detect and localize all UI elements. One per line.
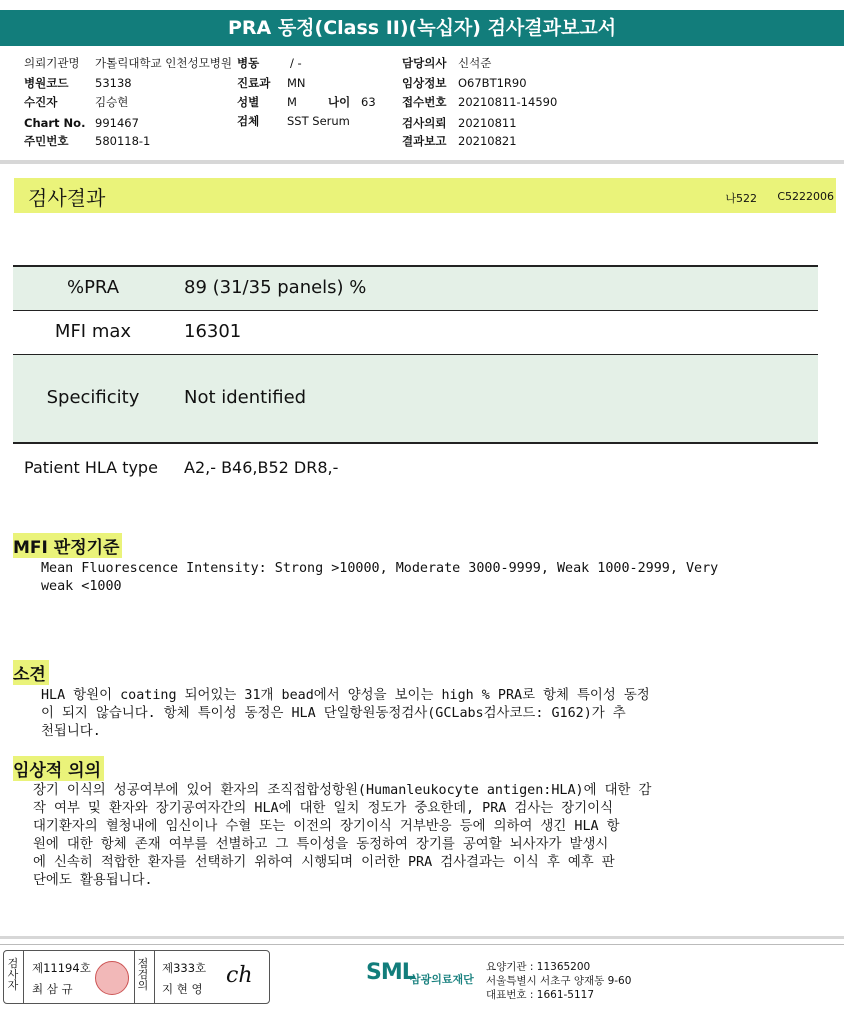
reviewer-label: 점검의 — [137, 957, 149, 992]
org-line-1: 요양기관 : 11365200 — [486, 961, 591, 973]
footer-line — [0, 944, 844, 945]
resident-value: 580118-1 — [95, 134, 151, 148]
name-value: 김승현 — [95, 95, 129, 109]
row-value: Not identified — [184, 387, 307, 408]
signature-image: ch — [226, 963, 253, 988]
results-code-1: 나522 — [725, 192, 757, 205]
receipt-label: 접수번호 — [402, 95, 447, 109]
doctor-label: 담당의사 — [402, 56, 447, 70]
opinion-title: 소견 — [13, 660, 49, 685]
clinical-meaning-text: 장기 이식의 성공여부에 있어 환자의 조직접합성항원(Humanleukocyte antigen:HLA)에 대한 감 작 여부 및 환자와 장기공여자간의 HLA에 대한 일치 정도가 중요한데, PRA 검사는 장기이식 대기환자의 혈청내에 임신이나 수혈 또는 이전의 장기이식 거부반응 등에 의하여 생긴 HLA 항 원에 대한 항체 존재 여부를 선별하고 그 특이성을 동정하여 장기를 공여할 뇌사자가 발생시 에 신속히 적합한 환자를 선택하기 위하여 시행되며 이러한 PRA 검사결과는 이식 후 예후 판 단에도 활용됩니다. — [33, 783, 652, 888]
sex-label: 성별 — [237, 95, 260, 109]
request-label: 검사의뢰 — [402, 116, 447, 130]
tester-name: 최 삼 규 — [32, 982, 73, 996]
hospital-code-label: 병원코드 — [24, 76, 69, 90]
box-divider — [154, 951, 155, 1003]
box-divider — [134, 951, 135, 1003]
age-value: 63 — [361, 95, 376, 109]
org-line-2: 서울특별시 서초구 양재동 9-60 — [486, 975, 632, 987]
hospital-code-value: 53138 — [95, 76, 132, 90]
chart-label: Chart No. — [24, 116, 86, 130]
clinical-label: 임상정보 — [402, 76, 447, 90]
doctor-value: 신석준 — [458, 56, 492, 70]
stamp-seal — [95, 961, 129, 995]
table-row — [13, 444, 818, 492]
dept-value: MN — [287, 76, 306, 90]
sex-value: M — [287, 95, 297, 109]
results-code-2: C5222006 — [777, 190, 834, 203]
institution-label: 의뢰기관명 — [24, 56, 80, 70]
receipt-value: 20210811-14590 — [458, 95, 558, 109]
tester-label: 검사자 — [7, 957, 19, 992]
org-name: 삼광의료재단 — [410, 973, 474, 986]
row-key: %PRA — [66, 277, 120, 298]
box-divider — [23, 951, 24, 1003]
footer-divider — [0, 936, 844, 939]
age-label: 나이 — [328, 95, 351, 109]
specimen-value: SST Serum — [287, 114, 350, 128]
reviewer-name: 지 현 영 — [162, 982, 203, 996]
resident-label: 주민번호 — [24, 134, 69, 148]
tester-number: 제11194호 — [32, 961, 91, 975]
specimen-label: 검체 — [237, 114, 260, 128]
reviewer-number: 제333호 — [162, 961, 207, 975]
mfi-title: MFI 판정기준 — [13, 533, 122, 558]
results-header — [14, 178, 836, 213]
divider — [0, 160, 844, 164]
report-title: PRA 동정(Class II)(녹십자) 검사결과보고서 — [0, 10, 844, 46]
institution-value: 가톨릭대학교 인천성모병원 — [95, 56, 232, 70]
clinical-meaning-title: 임상적 의의 — [13, 756, 104, 781]
signature-box — [3, 950, 270, 1004]
ward-value: / - — [290, 56, 302, 70]
chart-value: 991467 — [95, 116, 139, 130]
row-key: Specificity — [46, 387, 140, 408]
clinical-value: O67BT1R90 — [458, 76, 527, 90]
org-line-3: 대표번호 : 1661-5117 — [486, 989, 595, 1001]
opinion-text: HLA 항원이 coating 되어있는 31개 bead에서 양성을 보이는 high % PRA로 항체 특이성 동정 이 되지 않습니다. 항체 특이성 동정은 HLA 단일항원동정검사(GCLabs검사코드: G162)가 추 천됩니다. — [41, 688, 650, 739]
table-row — [13, 267, 818, 310]
report-date-value: 20210821 — [458, 134, 517, 148]
org-logo-text: SML — [366, 960, 415, 985]
row-value: 16301 — [184, 321, 242, 342]
mfi-text: Mean Fluorescence Intensity: Strong >10000, Moderate 3000-9999, Weak 1000-2999, Very weak <1000 — [41, 561, 719, 594]
request-value: 20210811 — [458, 116, 517, 130]
ward-label: 병동 — [237, 56, 260, 70]
row-key: MFI max — [54, 321, 132, 342]
results-title: 검사결과 — [28, 186, 106, 210]
row-value: 89 (31/35 panels) % — [184, 277, 367, 298]
report-date-label: 결과보고 — [402, 134, 447, 148]
row-value: A2,- B46,B52 DR8,- — [184, 458, 339, 477]
name-label: 수진자 — [24, 95, 58, 109]
row-key: Patient HLA type — [24, 458, 158, 477]
dept-label: 진료과 — [237, 76, 271, 90]
table-row — [13, 355, 818, 442]
table-row — [13, 311, 818, 354]
